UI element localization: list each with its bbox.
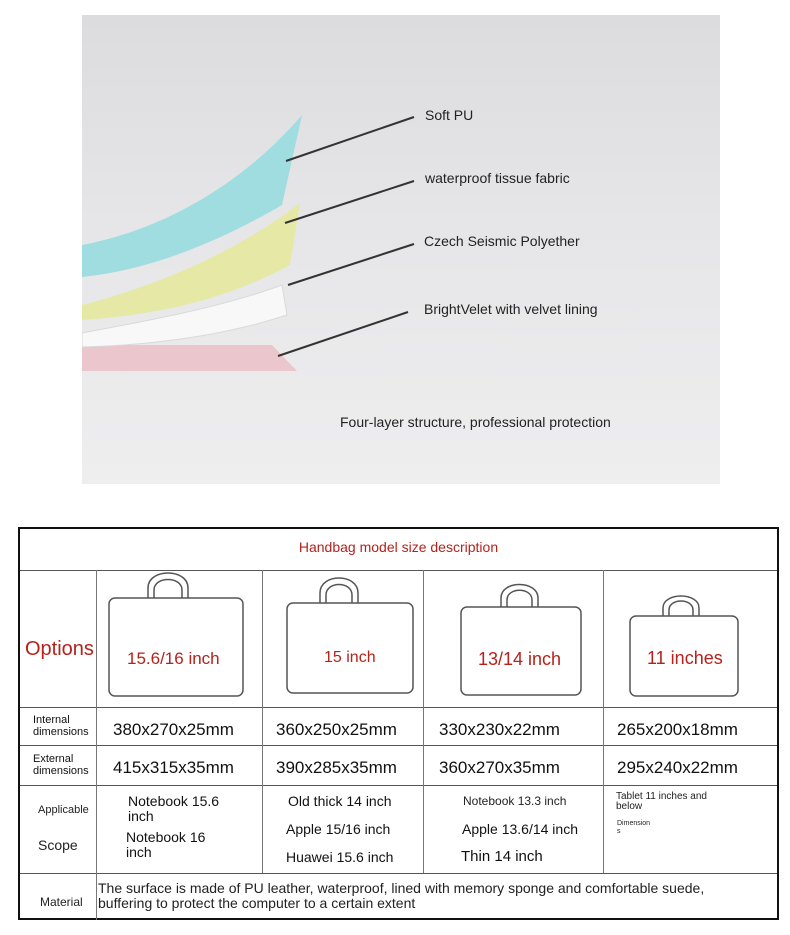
material-label: Material [40, 895, 83, 909]
scope-col1-line1: Notebook 15.6 [128, 793, 220, 809]
internal-label-1: Internal [33, 714, 70, 726]
leader-line-3 [288, 244, 414, 285]
applicable-label: Applicable [38, 804, 89, 816]
scope-col3-line1: Notebook 13.3 inch [463, 794, 567, 808]
row-divider [20, 785, 777, 786]
row-divider [20, 873, 777, 874]
internal-dim-2: 360x250x25mm [276, 720, 397, 739]
scope-col4-line3: Dimension [617, 820, 651, 827]
scope-col4-line1: Tablet 11 inches and [616, 791, 707, 802]
callout-waterproof-fabric: waterproof tissue fabric [425, 170, 570, 186]
scope-col1-line4: inch [126, 844, 152, 860]
leader-line-2 [285, 181, 414, 223]
external-dim-3: 360x270x35mm [439, 758, 560, 777]
size-label-15: 15 inch [324, 649, 376, 666]
scope-label: Scope [38, 837, 78, 853]
external-dim-1: 415x315x35mm [113, 758, 234, 777]
callout-polyether: Czech Seismic Polyether [424, 233, 580, 249]
callout-velvet-lining: BrightVelet with velvet lining [424, 301, 598, 317]
external-dim-2: 390x285x35mm [276, 758, 397, 777]
internal-dim-1: 380x270x25mm [113, 720, 234, 739]
scope-col1-line2: inch [128, 808, 154, 824]
leader-line-4 [278, 312, 408, 356]
size-label-15-6-16: 15.6/16 inch [127, 649, 220, 668]
bag-icon-15 [287, 578, 413, 693]
row-divider [20, 745, 777, 746]
hero-caption: Four-layer structure, professional protection [340, 414, 611, 430]
scope-col2-line1: Old thick 14 inch [288, 793, 392, 809]
scope-col2-line3: Huawei 15.6 inch [286, 849, 394, 865]
scope-col3-line2: Apple 13.6/14 inch [462, 821, 578, 837]
bag-icons [20, 570, 781, 710]
scope-col3-line3: Thin 14 inch [461, 848, 543, 865]
internal-dim-3: 330x230x22mm [439, 720, 560, 739]
size-label-13-14: 13/14 inch [478, 649, 562, 669]
internal-label-2: dimensions [33, 726, 89, 738]
leader-line-1 [286, 117, 414, 161]
size-label-11: 11 inches [647, 648, 723, 668]
scope-col2-line2: Apple 15/16 inch [286, 821, 391, 837]
options-label: Options [25, 638, 94, 660]
velvet-lining-layer [82, 345, 297, 371]
table-title: Handbag model size description [298, 539, 499, 555]
layer-structure-illustration [82, 15, 720, 484]
callout-soft-pu: Soft PU [425, 107, 474, 123]
internal-dim-4: 265x200x18mm [617, 720, 738, 739]
scope-col4-line2: below [616, 801, 643, 812]
bag-icon-13-14 [461, 585, 581, 696]
external-dim-4: 295x240x22mm [617, 758, 738, 777]
scope-col4-line4: s [617, 828, 621, 835]
bag-icon-11 [630, 596, 738, 696]
external-label-1: External [33, 753, 74, 765]
external-label-2: dimensions [33, 765, 89, 777]
scope-col1-line3: Notebook 16 [126, 829, 206, 845]
material-description: The surface is made of PU leather, waterproof, lined with memory sponge and comfortable suede, buffering to protect the computer to a certain extent [98, 880, 705, 911]
bag-icon-15-6-16 [109, 573, 243, 696]
size-table [18, 527, 779, 920]
